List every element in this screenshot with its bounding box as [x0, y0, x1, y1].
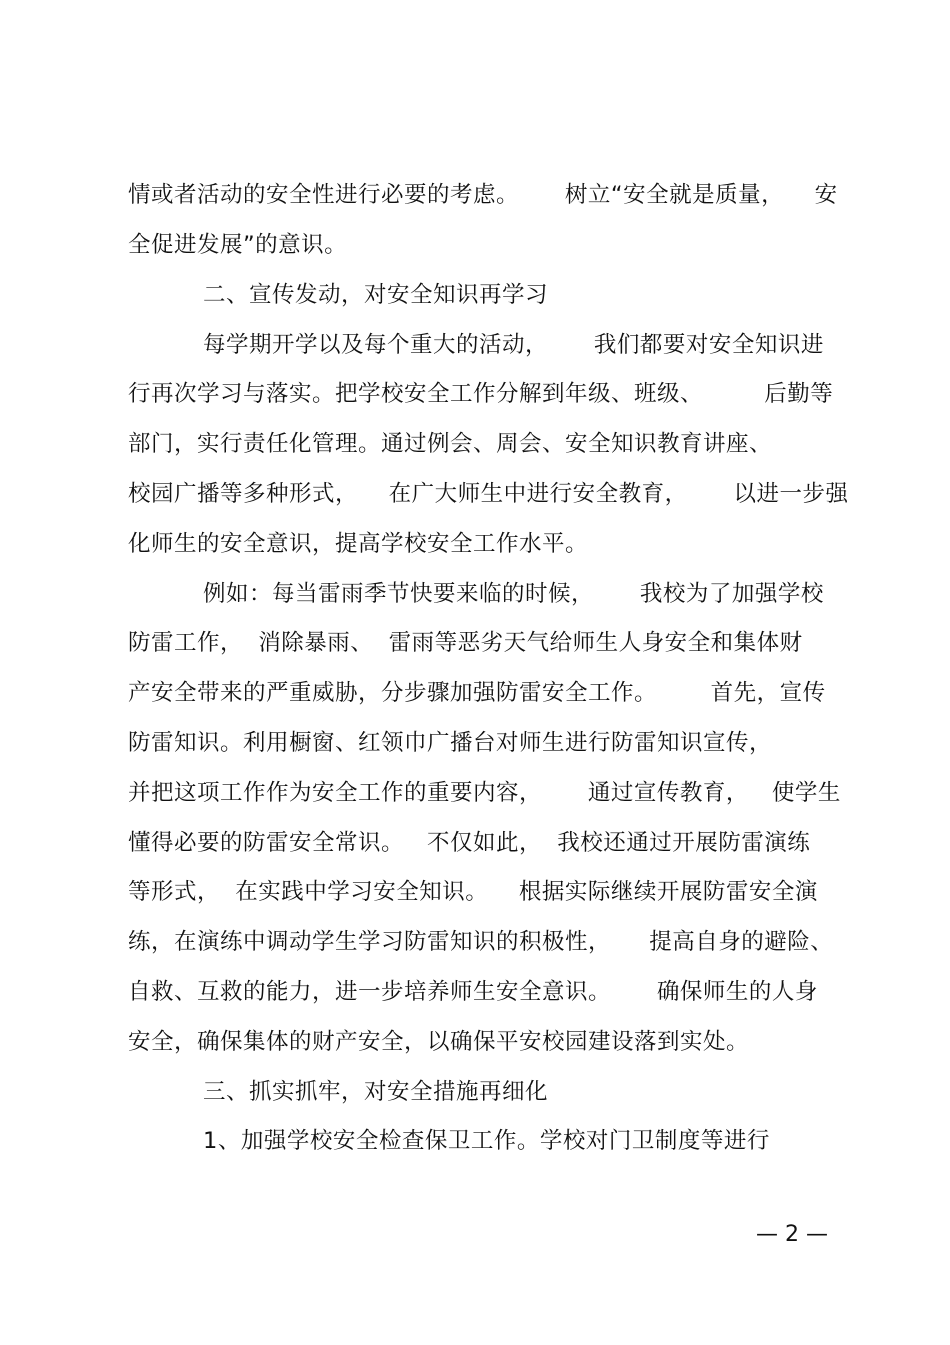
- text-line: 防雷知识。利用橱窗、红领巾广播台对师生进行防雷知识宣传，: [128, 730, 773, 756]
- text-line: 1、加强学校安全检查保卫工作。学校对门卫制度等进行: [203, 1128, 770, 1154]
- text-line: 情或者活动的安全性进行必要的考虑。 树立“安全就是质量， 安: [128, 182, 838, 208]
- text-line: 安全，确保集体的财产安全，以确保平安校园建设落到实处。: [128, 1029, 750, 1055]
- text-line: 防雷工作， 消除暴雨、 雷雨等恶劣天气给师生人身安全和集体财: [128, 630, 803, 656]
- text-line: 部门，实行责任化管理。通过例会、周会、安全知识教育讲座、: [128, 431, 773, 457]
- text-line: 全促进发展”的意识。: [128, 232, 348, 258]
- text-line: 例如：每当雷雨季节快要来临的时候， 我校为了加强学校: [203, 581, 824, 607]
- text-line: 化师生的安全意识，提高学校安全工作水平。: [128, 531, 589, 557]
- text-line: 并把这项工作作为安全工作的重要内容， 通过宣传教育， 使学生: [128, 780, 841, 806]
- text-line: 产安全带来的严重威胁，分步骤加强防雷安全工作。 首先，宣传: [128, 680, 826, 706]
- text-line: 练，在演练中调动学生学习防雷知识的积极性， 提高自身的避险、: [128, 929, 834, 955]
- text-line: 等形式， 在实践中学习安全知识。 根据实际继续开展防雷安全演: [128, 879, 818, 905]
- text-line: 每学期开学以及每个重大的活动， 我们都要对安全知识进: [203, 332, 824, 358]
- text-line: 校园广播等多种形式， 在广大师生中进行安全教育， 以进一步强: [128, 481, 849, 507]
- page-number: — 2 —: [756, 1222, 828, 1247]
- text-line: 行再次学习与落实。把学校安全工作分解到年级、班级、 后勤等: [128, 381, 834, 407]
- section-heading: 二、宣传发动，对安全知识再学习: [203, 282, 549, 308]
- text-line: 懂得必要的防雷安全常识。 不仅如此， 我校还通过开展防雷演练: [128, 830, 811, 856]
- section-heading: 三、抓实抓牢，对安全措施再细化: [203, 1079, 549, 1105]
- text-line: 自救、互救的能力，进一步培养师生安全意识。 确保师生的人身: [128, 979, 818, 1005]
